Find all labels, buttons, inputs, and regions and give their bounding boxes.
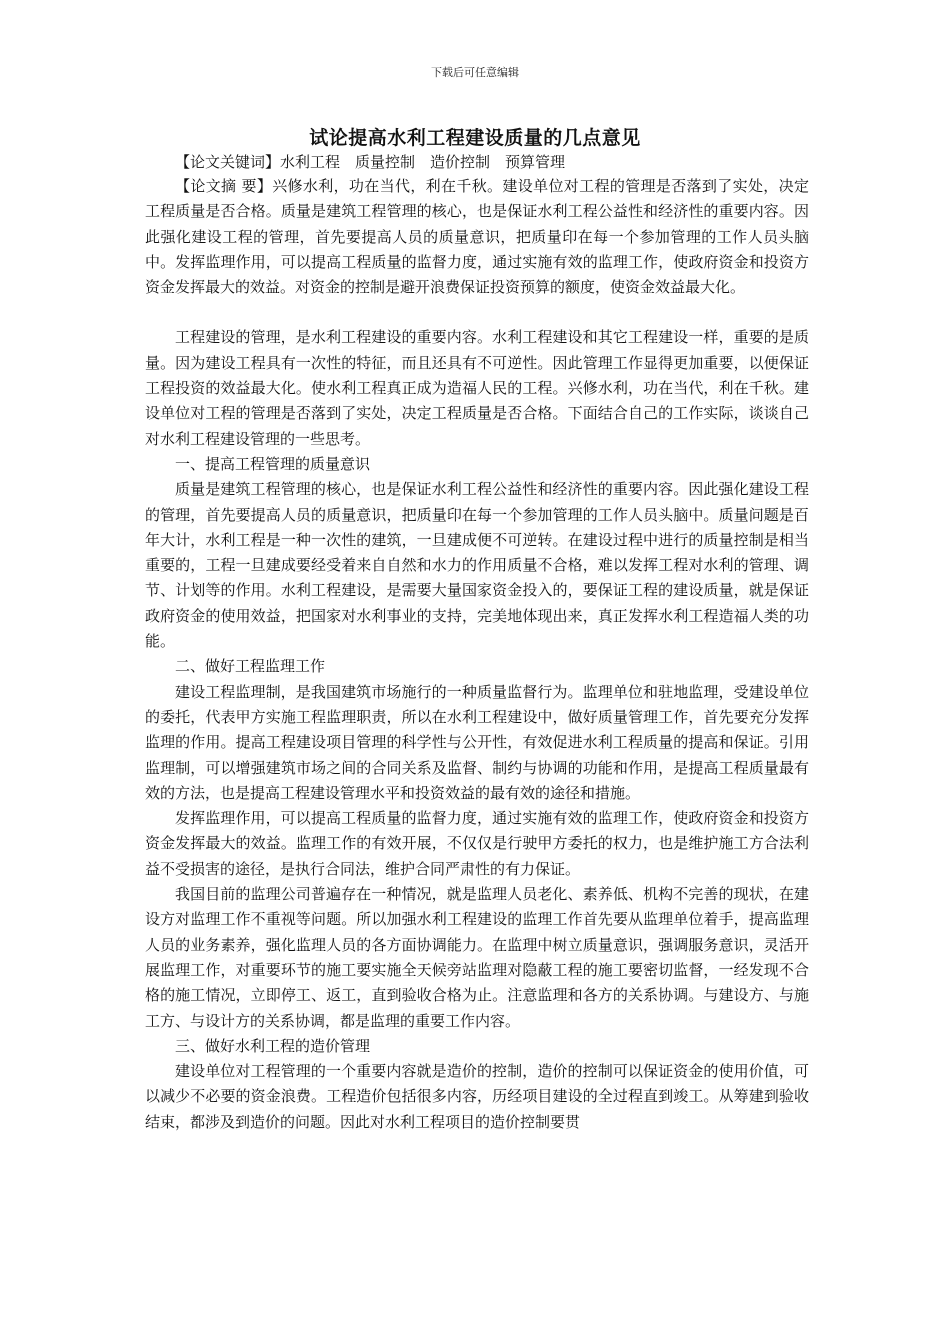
section-gap <box>145 300 809 325</box>
abstract-paragraph: 【论文摘 要】兴修水利，功在当代，利在千秋。建设单位对工程的管理是否落到了实处，决定工程质量是否合格。质量是建筑工程管理的核心，也是保证水利工程公益性和经济性的重要内容。因此强化建设工程的管理，首先要提高人员的质量意识，把质量印在每一个参加管理的工作人员头脑中。发挥监理作用，可以提高工程质量的监督力度，通过实施有效的监理工作，使政府资金和投资方资金发挥最大的效益。对资金的控制是避开浪费保证投资预算的额度，使资金效益最大化。 <box>145 177 809 297</box>
intro-paragraph: 工程建设的管理，是水利工程建设的重要内容。水利工程建设和其它工程建设一样，重要的是质量。因为建设工程具有一次性的特征，而且还具有不可逆性。因此管理工作显得更加重要，以便保证工程投资的效益最大化。使水利工程真正成为造福人民的工程。兴修水利，功在当代，利在千秋。建设单位对工程的管理是否落到了实处，决定工程质量是否合格。下面结合自己的工作实际，谈谈自己对水利工程建设管理的一些思考。 <box>145 328 809 448</box>
body-paragraph: 发挥监理作用，可以提高工程质量的监督力度，通过实施有效的监理工作，使政府资金和投资方资金发挥最大的效益。监理工作的有效开展，不仅仅是行驶甲方委托的权力，也是维护施工方合法利益不受损害的途径，是执行合同法，维护合同严肃性的有力保证。 <box>145 809 809 878</box>
document-body <box>145 174 809 1135</box>
body-paragraph: 建设工程监理制，是我国建筑市场施行的一种质量监督行为。监理单位和驻地监理，受建设单位的委托，代表甲方实施工程监理职责，所以在水利工程建设中，做好质量管理工作，首先要充分发挥监理的作用。提高工程建设项目管理的科学性与公开性，有效促进水利工程质量的提高和保证。引用监理制，可以增强建筑市场之间的合同关系及监督、制约与协调的功能和作用，是提高工程质量最有效的方法，也是提高工程建设管理水平和投资效益的最有效的途径和措施。 <box>145 682 809 802</box>
document-title: 试论提高水利工程建设质量的几点意见 <box>309 127 641 149</box>
section-heading-1: 一、提高工程管理的质量意识 <box>175 454 371 473</box>
section-heading-3: 三、做好水利工程的造价管理 <box>175 1036 371 1055</box>
keywords-line: 【论文关键词】水利工程 质量控制 造价控制 预算管理 <box>175 153 566 171</box>
body-paragraph: 质量是建筑工程管理的核心，也是保证水利工程公益性和经济性的重要内容。因此强化建设工程的管理，首先要提高人员的质量意识，把质量印在每一个参加管理的工作人员头脑中。质量问题是百年大计，水利工程是一种一次性的建筑，一旦建成便不可逆转。在建设过程中进行的质量控制是相当重要的，工程一旦建成要经受着来自自然和水力的作用质量不合格，难以发挥工程对水利的管理、调节、计划等的作用。水利工程建设，是需要大量国家资金投入的，要保证工程的建设质量，就是保证政府资金的使用效益，把国家对水利事业的支持，完美地体现出来，真正发挥水利工程造福人类的功能。 <box>145 480 809 651</box>
body-paragraph: 我国目前的监理公司普遍存在一种情况，就是监理人员老化、素养低、机构不完善的现状，在建设方对监理工作不重视等问题。所以加强水利工程建设的监理工作首先要从监理单位着手，提高监理人员的业务素养，强化监理人员的各方面协调能力。在监理中树立质量意识，强调服务意识，灵活开展监理工作，对重要环节的施工要实施全天候旁站监理对隐蔽工程的施工要密切监督，一经发现不合格的施工情况，立即停工、返工，直到验收合格为止。注意监理和各方的关系协调。与建设方、与施工方、与设计方的关系协调，都是监理的重要工作内容。 <box>145 885 809 1030</box>
section-heading-2: 二、做好工程监理工作 <box>175 657 326 676</box>
body-paragraph: 建设单位对工程管理的一个重要内容就是造价的控制，造价的控制可以保证资金的使用价值，可以减少不必要的资金浪费。工程造价包括很多内容，历经项目建设的全过程直到竣工。从筹建到验收结束，都涉及到造价的问题。因此对水利工程项目的造价控制要贯 <box>145 1062 809 1131</box>
header-note: 下载后可任意编辑 <box>431 66 519 79</box>
